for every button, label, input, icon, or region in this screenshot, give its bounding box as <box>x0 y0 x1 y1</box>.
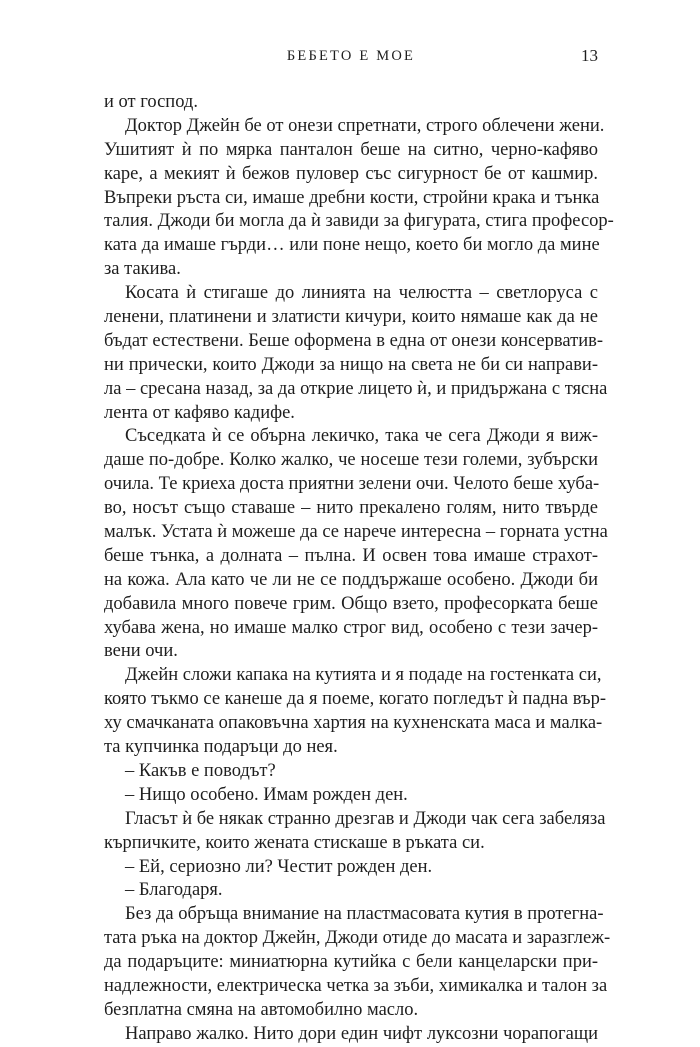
text-line: ни прически, които Джоди за нищо на света не би си направи- <box>104 354 598 375</box>
text-line: – Нищо особено. Имам рожден ден. <box>125 784 408 805</box>
text-line: за такива. <box>104 259 181 280</box>
running-head <box>104 44 598 68</box>
text-line: ху смачканата опаковъчна хартия на кухненската маса и малка- <box>104 713 603 734</box>
text-line: да подаръците: миниатюрна кутийка с бели канцеларски при- <box>104 952 598 973</box>
text-line: Косата ѝ стигаше до линията на челюстта – светлоруса с <box>125 283 598 304</box>
text-line: безплатна смяна на автомобилно масло. <box>104 999 419 1020</box>
text-line: и от господ. <box>104 92 198 112</box>
text-line: даше по-добре. Колко жалко, че носеше тези големи, зубърски <box>104 450 598 471</box>
text-line: очила. Те криеха доста приятни зелени очи. Челото беше хуба- <box>104 474 600 495</box>
text-line: хубава жена, но имаше малко строг вид, особено с тези зачер- <box>104 617 598 638</box>
text-line: кърпичките, които жената стискаше в ръката си. <box>104 832 485 853</box>
text-line: Съседката ѝ се обърна лекичко, така че сега Джоди я виж- <box>125 426 598 447</box>
text-line: ката да имаше гърди… или поне нещо, което би могло да мине <box>104 235 600 256</box>
running-title: БЕБЕТО Е МОЕ <box>286 48 416 64</box>
text-line: вени очи. <box>104 641 178 662</box>
text-line: добавила много повече грим. Общо взето, професорката беше <box>104 593 598 614</box>
text-line: Направо жалко. Нито дори един чифт луксозни чорапогащи <box>125 1023 598 1044</box>
text-line: лента от кафяво кадифе. <box>104 402 295 423</box>
text-line: – Ей, сериозно ли? Честит рожден ден. <box>125 856 433 877</box>
text-line: ла – сресана назад, за да открие лицето ѝ, и придържана с тясна <box>104 378 608 399</box>
text-line: во, носът също ставаше – нито прекалено голям, нито твърде <box>104 498 598 519</box>
text-line: Джейн сложи капака на кутията и я подаде на гостенката си, <box>125 665 602 686</box>
text-line: на кожа. Ала като че ли не се поддържаше особено. Джоди би <box>104 569 598 590</box>
text-line: Гласът ѝ бе някак странно дрезгав и Джоди чак сега забеляза <box>125 808 606 829</box>
text-line: която тъкмо се канеше да я поеме, когато погледът ѝ падна вър- <box>104 689 606 710</box>
text-line: надлежности, електрическа четка за зъби, химикалка и талон за <box>104 975 608 996</box>
text-line: – Какъв е поводът? <box>125 760 276 781</box>
text-line: талия. Джоди би могла да ѝ завиди за фигурата, стига професор- <box>104 211 614 232</box>
body-text <box>104 91 614 1047</box>
text-line: Ушитият ѝ по мярка панталон беше на ситно, черно-кафяво <box>104 139 598 160</box>
page-number: 13 <box>581 46 598 65</box>
text-line: малък. Устата ѝ можеше да се нарече интересна – горната устна <box>104 522 608 543</box>
text-line: Без да обръща внимание на пластмасовата кутия в протегна- <box>125 904 604 925</box>
text-line: беше тънка, а долната – пълна. И освен това имаше страхот- <box>104 545 598 566</box>
text-line: Доктор Джейн бе от онези спретнати, строго облечени жени. <box>125 115 605 136</box>
text-line: ленени, платинени и златисти кичури, които нямаше как да не <box>104 307 598 328</box>
text-line: каре, а мекият ѝ бежов пуловер със сигурност бе от кашмир. <box>104 163 598 184</box>
text-line: бъдат естествени. Беше оформена в една от онези консерватив- <box>104 330 604 351</box>
text-line: Въпреки ръста си, имаше дребни кости, стройни крака и тънка <box>104 187 600 208</box>
text-line: – Благодаря. <box>125 880 223 901</box>
text-line: та купчинка подаръци до нея. <box>104 737 338 758</box>
text-line: тата ръка на доктор Джейн, Джоди отиде до масата и заразглеж- <box>104 928 611 949</box>
